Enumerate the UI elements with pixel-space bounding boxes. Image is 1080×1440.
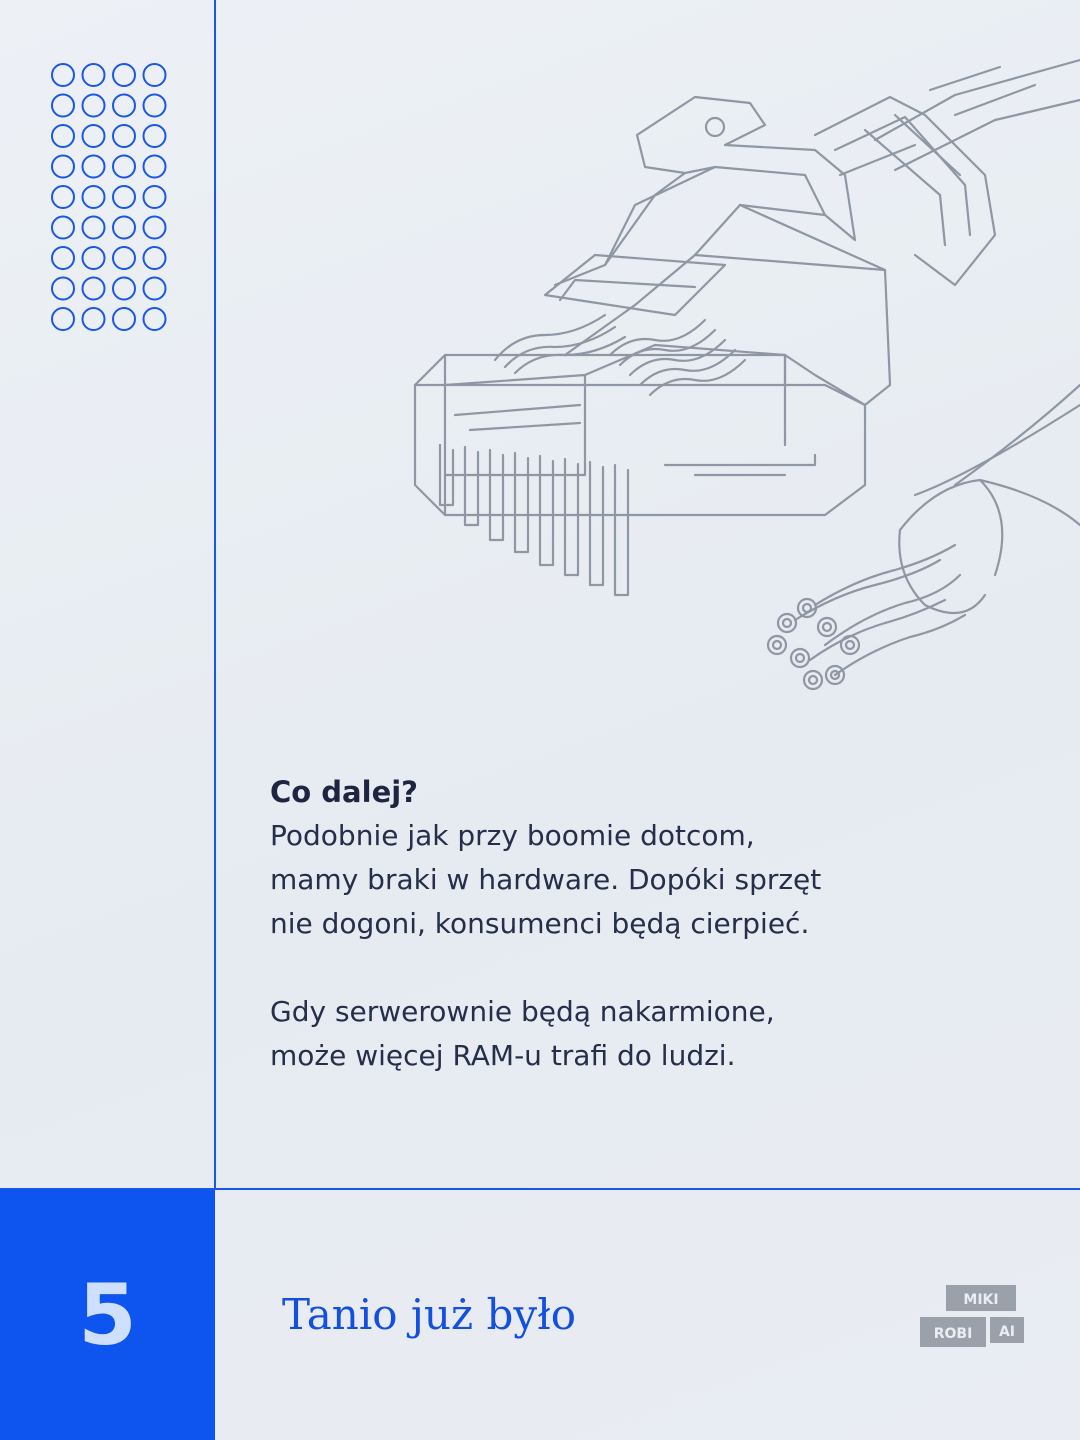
decor-dot <box>52 125 74 147</box>
decor-dot <box>144 64 166 86</box>
decor-dot <box>52 247 74 269</box>
decor-dot <box>52 308 74 330</box>
ethernet-cable-icon <box>395 55 1080 695</box>
decor-dot <box>144 95 166 117</box>
decor-dot <box>83 186 105 208</box>
decor-dot <box>83 125 105 147</box>
section-heading: Co dalej? <box>270 775 419 809</box>
vertical-divider <box>214 0 216 1190</box>
logo-text-miki: MIKI <box>963 1292 999 1308</box>
decor-dot <box>113 247 135 269</box>
decor-dot <box>144 156 166 178</box>
page-number: 5 <box>78 1266 137 1364</box>
decor-dot <box>83 156 105 178</box>
decor-dot <box>113 125 135 147</box>
paragraph-spacer <box>270 946 990 990</box>
paragraph-one-line: nie dogoni, konsumenci będą cierpieć. <box>270 907 810 940</box>
decor-dot <box>144 186 166 208</box>
decor-dot <box>83 278 105 300</box>
paragraph-one-line: Podobnie jak przy boomie dotcom, <box>270 819 755 852</box>
decor-dot <box>52 278 74 300</box>
decor-dot <box>113 217 135 239</box>
decor-dot <box>52 64 74 86</box>
decor-dot <box>113 64 135 86</box>
dot-grid-decoration <box>50 62 170 334</box>
decor-dot <box>83 64 105 86</box>
decor-dot <box>83 308 105 330</box>
decor-dot <box>113 278 135 300</box>
paragraph-one-line: mamy braki w hardware. Dopóki sprzęt <box>270 863 822 896</box>
paragraph-one <box>270 814 990 946</box>
decor-dot <box>113 186 135 208</box>
decor-dot <box>113 156 135 178</box>
page-number-box <box>0 1190 215 1440</box>
footer-title: Tanio już było <box>282 1290 576 1339</box>
decor-dot <box>144 308 166 330</box>
decor-dot <box>144 278 166 300</box>
miki-robi-ai-logo <box>918 1283 1028 1357</box>
decor-dot <box>113 95 135 117</box>
logo-text-ai: AI <box>998 1324 1016 1340</box>
decor-dot <box>52 95 74 117</box>
decor-dot <box>52 217 74 239</box>
decor-dot <box>83 95 105 117</box>
decor-dot <box>83 217 105 239</box>
decor-dot <box>144 247 166 269</box>
logo-text-robi: ROBI <box>933 1326 973 1342</box>
paragraph-two-line: może więcej RAM-u trafi do ludzi. <box>270 1039 736 1072</box>
decor-dot <box>144 217 166 239</box>
paragraph-two <box>270 990 990 1078</box>
decor-dot <box>83 247 105 269</box>
decor-dot <box>113 308 135 330</box>
decor-dot <box>52 156 74 178</box>
main-text-block <box>270 770 990 1078</box>
decor-dot <box>144 125 166 147</box>
decor-dot <box>52 186 74 208</box>
paragraph-two-line: Gdy serwerownie będą nakarmione, <box>270 995 775 1028</box>
